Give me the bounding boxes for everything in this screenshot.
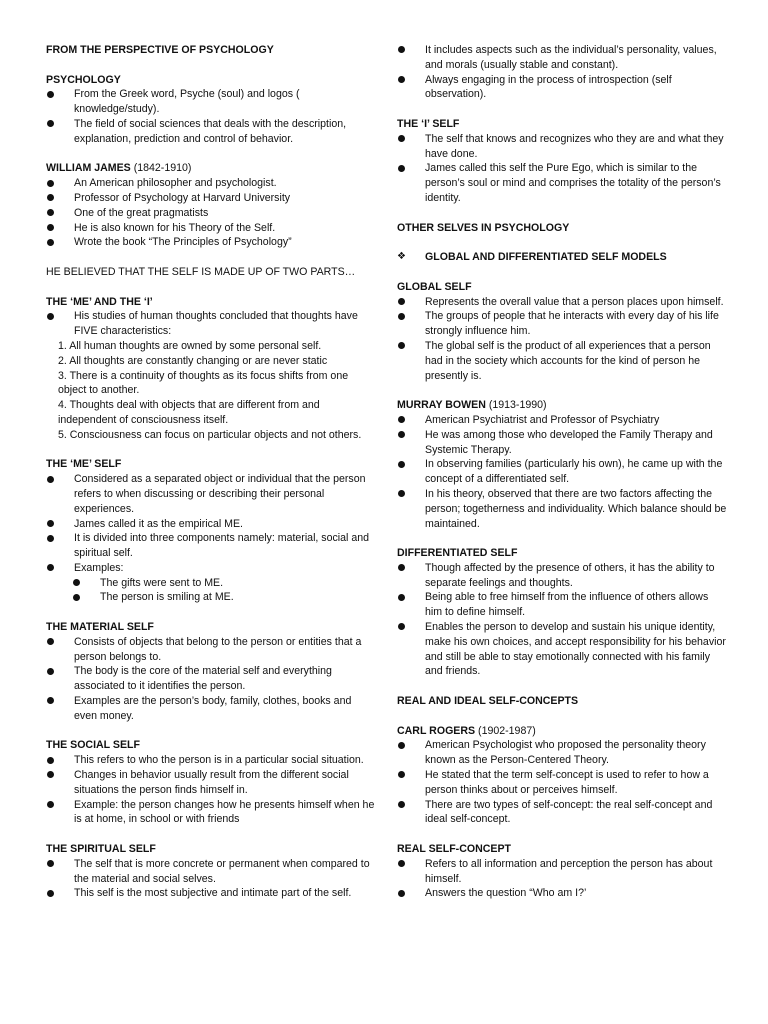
person-name: CARL ROGERS (397, 724, 476, 737)
numbered-item: 4. Thoughts deal with objects that are different from and independent of consciousness itself. (58, 399, 320, 426)
spacer (397, 102, 727, 117)
person-heading (397, 724, 727, 739)
numbered-item: 1. All human thoughts are owned by some personal self. (58, 339, 322, 352)
bullet-item: Enables the person to develop and sustain his unique identity, make his own choices, and accept responsibility for his behavior and still be able to stay emotionally connected with his family and friends. (397, 620, 727, 679)
bullet-item: The field of social sciences that deals with the description, explanation, prediction and control of behavior. (46, 117, 376, 147)
bullet-item: Example: the person changes how he presents himself when he is at home, in school or with friends (46, 798, 376, 828)
bullet-item: From the Greek word, Psyche (soul) and logos ( knowledge/study). (46, 87, 376, 117)
section-heading: OTHER SELVES IN PSYCHOLOGY (397, 221, 570, 234)
section-heading: THE ‘I’ SELF (397, 117, 460, 130)
bullet-item: He stated that the term self-concept is used to refer to how a person thinks about or perceives himself. (397, 768, 727, 798)
bullet-item: The self that knows and recognizes who they are and what they have done. (397, 132, 727, 162)
section-heading: THE SPIRITUAL SELF (46, 843, 156, 856)
bullet-item: The global self is the product of all experiences that a person had in the society which accounts for the kind of person he presently is. (397, 339, 727, 383)
section-heading: GLOBAL SELF (397, 280, 472, 293)
person-heading (46, 161, 376, 176)
spacer (397, 709, 727, 724)
spacer (46, 827, 376, 842)
spacer (46, 443, 376, 458)
right-column (397, 43, 727, 901)
spacer (46, 147, 376, 162)
bullet-item: The groups of people that he interacts with every day of his life strongly influence him. (397, 309, 727, 339)
bullet-item: There are two types of self-concept: the real self-concept and ideal self-concept. (397, 798, 727, 828)
bullet-item: Though affected by the presence of others, it has the ability to separate feelings and thoughts. (397, 561, 727, 591)
spacer (397, 265, 727, 280)
spacer (46, 280, 376, 295)
bullet-item: It is divided into three components namely: material, social and spiritual self. (46, 531, 376, 561)
bullet-item: Refers to all information and perception the person has about himself. (397, 857, 727, 887)
person-years: (1902-1987) (475, 724, 536, 737)
bullet-item: James called this self the Pure Ego, which is similar to the person’s soul or mind and comprises the totality of the person’s identity. (397, 161, 727, 205)
bullet-item: Examples: (46, 561, 376, 576)
section-heading: FROM THE PERSPECTIVE OF PSYCHOLOGY (46, 44, 274, 56)
bullet-item: American Psychiatrist and Professor of Psychiatry (397, 413, 727, 428)
bullet-item: He was among those who developed the Family Therapy and Systemic Therapy. (397, 428, 727, 458)
spacer (397, 235, 727, 250)
bullet-item: James called it as the empirical ME. (46, 517, 376, 532)
spacer (397, 679, 727, 694)
person-name: WILLIAM JAMES (46, 162, 131, 175)
bullet-item: One of the great pragmatists (46, 206, 376, 221)
paragraph: HE BELIEVED THAT THE SELF IS MADE UP OF TWO PARTS… (46, 265, 356, 278)
person-name: MURRAY BOWEN (397, 399, 486, 412)
bullet-item: In his theory, observed that there are two factors affecting the person; togetherness and individuality. Which balance should be maintained. (397, 487, 727, 531)
section-heading: REAL SELF-CONCEPT (397, 843, 511, 856)
sub-bullet-item: The gifts were sent to ME. (46, 576, 376, 591)
section-heading: DIFFERENTIATED SELF (397, 547, 518, 560)
numbered-item: 5. Consciousness can focus on particular objects and not others. (58, 428, 362, 441)
bullet-item: Changes in behavior usually result from the different social situations the person finds himself in. (46, 768, 376, 798)
bullet-item: Professor of Psychology at Harvard University (46, 191, 376, 206)
bullet-item: Wrote the book “The Principles of Psychology” (46, 235, 376, 250)
bullet-item: Always engaging in the process of introspection (self observation). (397, 73, 727, 103)
section-heading: THE ‘ME’ SELF (46, 458, 122, 471)
bullet-item: Represents the overall value that a person places upon himself. (397, 295, 727, 310)
bullet-item: It includes aspects such as the individual’s personality, values, and morals (usually stable and constant). (397, 43, 727, 73)
section-heading: THE MATERIAL SELF (46, 621, 154, 634)
spacer (397, 531, 727, 546)
bullet-item: His studies of human thoughts concluded that thoughts have FIVE characteristics: (46, 309, 376, 339)
bullet-item: Answers the question “Who am I?’ (397, 886, 727, 901)
bullet-item: The self that is more concrete or permanent when compared to the material and social selves. (46, 857, 376, 887)
bullet-item: This refers to who the person is in a particular social situation. (46, 753, 376, 768)
person-years: (1913-1990) (485, 399, 547, 412)
section-heading: THE SOCIAL SELF (46, 739, 140, 752)
section-heading: THE ‘ME’ AND THE ‘I’ (46, 295, 153, 308)
section-heading: REAL AND IDEAL SELF-CONCEPTS (397, 695, 579, 708)
bullet-item: In observing families (particularly his own), he came up with the concept of a differentiated self. (397, 457, 727, 487)
left-column (46, 43, 376, 901)
bullet-item: This self is the most subjective and intimate part of the self. (46, 886, 376, 901)
spacer (397, 206, 727, 221)
person-heading (397, 398, 727, 413)
bullet-item: Consists of objects that belong to the person or entities that a person belongs to. (46, 635, 376, 665)
numbered-item: 3. There is a continuity of thoughts as its focus shifts from one object to another. (58, 369, 349, 397)
spacer (46, 58, 376, 73)
spacer (46, 605, 376, 620)
bullet-item: He is also known for his Theory of the Self. (46, 221, 376, 236)
bullet-item: Considered as a separated object or individual that the person refers to when discussing or describing their personal experiences. (46, 472, 376, 516)
spacer (397, 383, 727, 398)
bullet-item: American Psychologist who proposed the personality theory known as the Person-Centered Theory. (397, 738, 727, 768)
spacer (46, 724, 376, 739)
spacer (46, 250, 376, 265)
bullet-item: The body is the core of the material self and everything associated to it identifies the person. (46, 664, 376, 694)
spacer (397, 827, 727, 842)
diamond-heading: ❖ GLOBAL AND DIFFERENTIATED SELF MODELS (397, 250, 727, 265)
bullet-item: Examples are the person’s body, family, clothes, books and even money. (46, 694, 376, 724)
section-heading: PSYCHOLOGY (46, 73, 121, 86)
numbered-item: 2. All thoughts are constantly changing or are never static (58, 354, 328, 367)
bullet-item: An American philosopher and psychologist. (46, 176, 376, 191)
bullet-item: Being able to free himself from the influence of others allows him to define himself. (397, 590, 727, 620)
sub-bullet-item: The person is smiling at ME. (46, 590, 376, 605)
person-years: (1842-1910) (130, 162, 192, 175)
